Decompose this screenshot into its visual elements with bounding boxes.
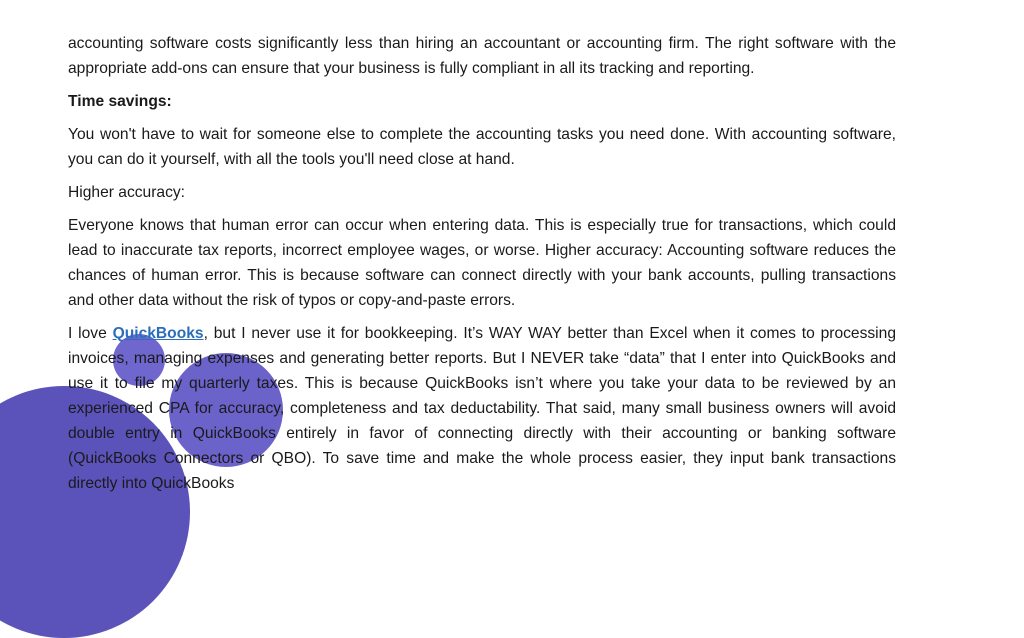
paragraph-cost: accounting software costs significantly less than hiring an accountant or accounting firm. The right software with the appropriate add-ons can ensure that your business is fully compliant in all its tracking and reporting. <box>68 35 896 77</box>
paragraph-quickbooks-intro: I love <box>68 325 113 342</box>
paragraph-higher-accuracy: Everyone knows that human error can occur when entering data. This is especially true for transactions, which could lead to inaccurate tax reports, incorrect employee wages, or worse. Higher accuracy: Accounting software reduces the chances of human error. This is because software can connect directly with your bank accounts, pulling transactions and other data without the risk of typos or copy-and-paste errors. <box>68 217 896 309</box>
paragraph-quickbooks-body: , but I never use it for bookkeeping. It’s WAY WAY better than Excel when it comes to processing invoices, managing expenses and generating better reports. But I NEVER take “data” that I enter into QuickBooks and use it to file my quarterly taxes. This is because QuickBooks isn’t where you take your data to be reviewed by an experienced CPA for accuracy, completeness and tax deductability. That said, many small business owners will avoid double entry in QuickBooks entirely in favor of connecting directly with their accounting or banking software (QuickBooks Connectors or QBO). To save time and make the whole process easier, they input bank transactions directly into QuickBooks <box>68 325 896 492</box>
heading-time-savings: Time savings: <box>68 93 172 110</box>
quickbooks-link[interactable]: QuickBooks <box>112 325 204 342</box>
paragraph-quickbooks <box>68 321 896 496</box>
document-body <box>68 31 896 504</box>
paragraph-time-savings: You won't have to wait for someone else to complete the accounting tasks you need done. With accounting software, you can do it yourself, with all the tools you'll need close at hand. <box>68 126 896 168</box>
heading-higher-accuracy: Higher accuracy: <box>68 184 185 201</box>
